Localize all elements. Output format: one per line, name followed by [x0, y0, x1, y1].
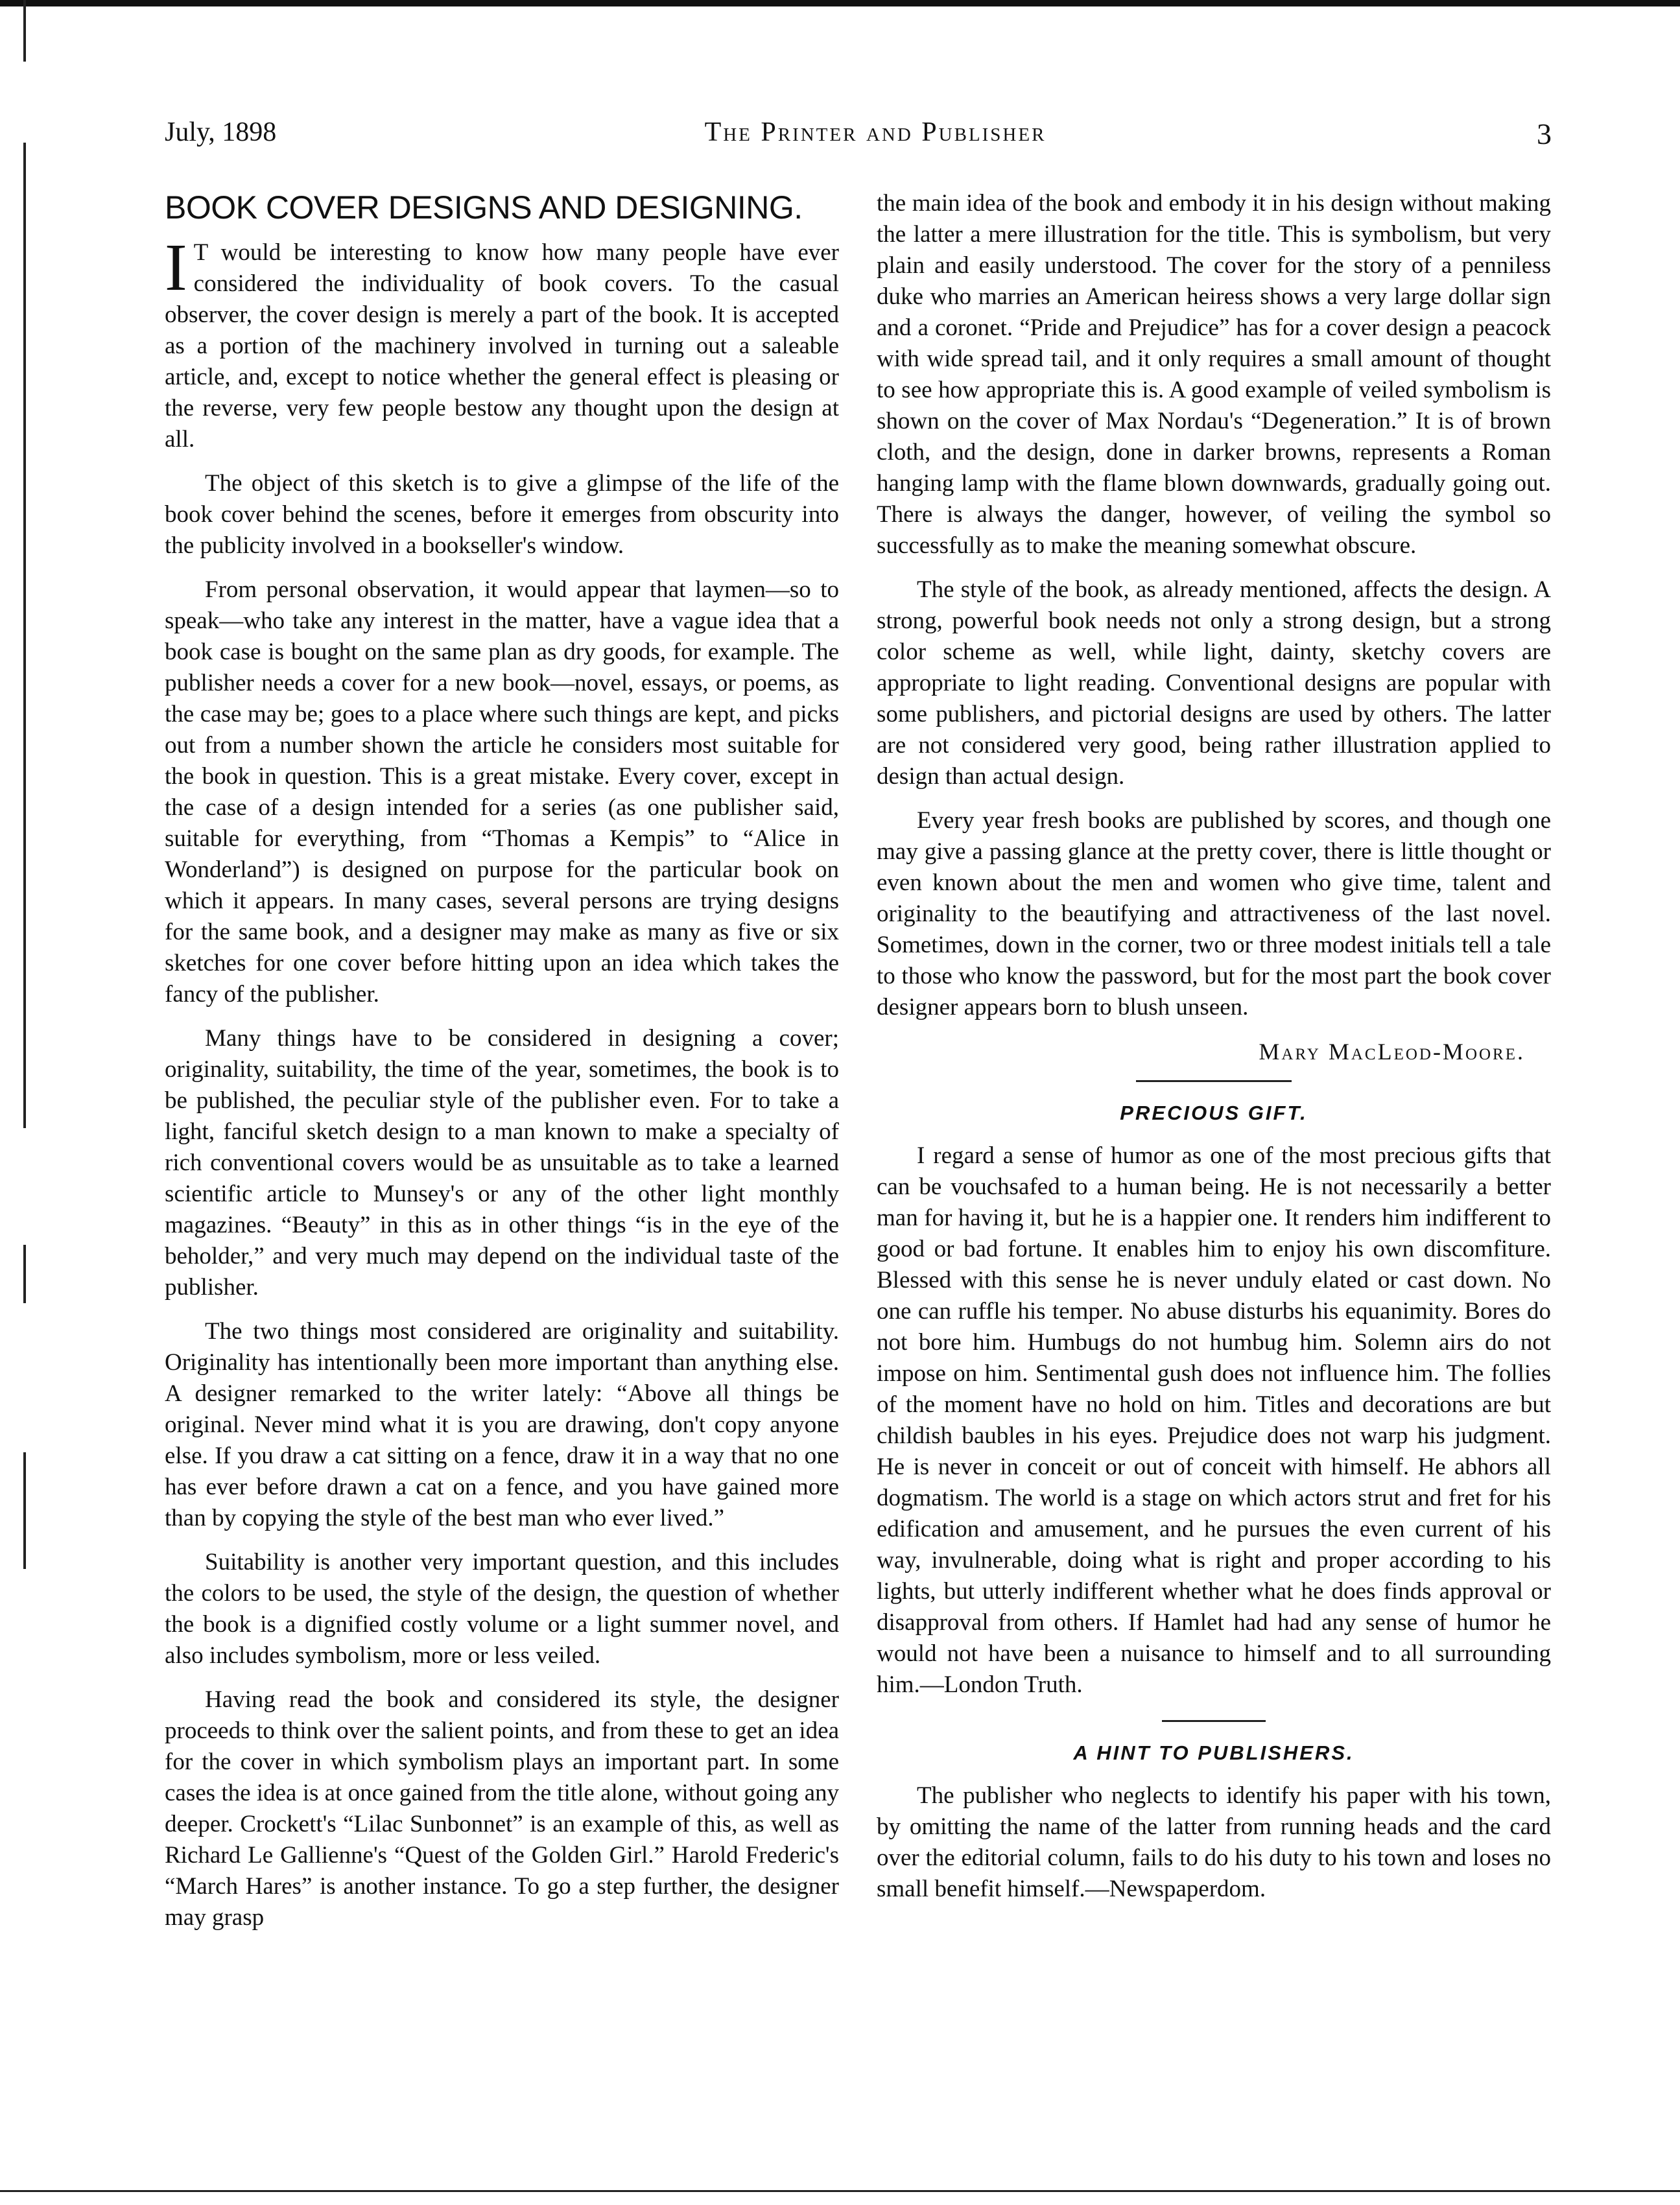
binding-mark [23, 1245, 26, 1303]
bottom-border-rule [0, 2190, 1680, 2192]
section-headline: A HINT TO PUBLISHERS. [1073, 1741, 1355, 1764]
article-headline: BOOK COVER DESIGNS AND DESIGNING. [165, 189, 803, 226]
article-paragraph: Suitability is another very important question, and this includes the colors to be used, the style of the design, the question of whether the book is a dignified costly volume or a light summer novel, and also includes symbolism, more or less veiled. [165, 1549, 839, 1669]
running-head: The Printer and Publisher [704, 117, 1047, 147]
article-paragraph: The two things most considered are originality and suitability. Originality has intentionally been more important than anything else. A designer remarked to the writer lately: “Above all things be original. Never mind what it is you are drawing, don't copy anyone else. If you draw a cat sitting on a fence, draw it in a way that no one has ever before drawn a cat on a fence, and you have gained more than by copying the style of the best man who ever lived.” [165, 1318, 839, 1531]
page-number: 3 [1537, 117, 1552, 150]
top-border-rule [0, 0, 1680, 6]
section-divider [1162, 1720, 1266, 1722]
drop-cap: I [165, 230, 187, 305]
binding-mark [23, 143, 26, 1128]
article-paragraph: I T would be interesting to know how many people have ever considered the individuality of book covers. To the casual observer, the cover design is merely a part of the book. It is accepted as a portion of the machinery involved in turning out a saleable article, and, except to notice whether the general effect is pleasing or the reverse, very few people bestow any thought upon the design at all. [165, 230, 839, 453]
section-paragraph: The publisher who neglects to identify his paper with his town, by omitting the name of the latter from running heads and the card over the editorial column, fails to do his duty to his town and loses no small benefit himself.—Newspaperdom. [877, 1782, 1551, 1902]
article-paragraph: The object of this sketch is to give a glimpse of the life of the book cover behind the scenes, before it emerges from obscurity into the publicity involved in a bookseller's window. [165, 470, 839, 559]
binding-mark [23, 1452, 26, 1569]
article-paragraph: Every year fresh books are published by scores, and though one may give a passing glance at the pretty cover, there is little thought or even known about the men and women who give time, talent and originality to the beautifying and attractiveness of the last novel. Sometimes, down in the corner, two or three modest initials tell a tale to those who know the password, but for the most part the book cover designer appears born to blush unseen. [877, 807, 1551, 1020]
section-paragraph: I regard a sense of humor as one of the most precious gifts that can be vouchsafed to a human being. He is not necessarily a better man for having it, but he is a happier one. It renders him indifferent to good or bad fortune. It enables him to enjoy his own discomfiture. Blessed with this sense he is never unduly elated or cast down. No one can ruffle his temper. No abuse disturbs his equanimity. Bores do not bore him. Humbugs do not humbug him. Solemn airs do not impose on him. Sentimental gush does not influence him. The follies of the moment have no hold on him. Titles and decorations are but childish baubles in his eyes. Prejudice does not warp his judgment. He is never in conceit or out of conceit with himself. He abhors all dogmatism. The world is a stage on which actors strut and fret for his edification and amusement, and he pursues the even current of his way, invulnerable, doing what is right and proper according to his lights, but utterly indifferent whether what he does finds approval or disapproval from others. If Hamlet had had any sense of humor he would not have been a nuisance to himself and to all surrounding him.—London Truth. [877, 1142, 1551, 1698]
article-paragraph: The style of the book, as already mentioned, affects the design. A strong, powerful book needs not only a strong design, but a strong color scheme as well, while light, dainty, sketchy covers are appropriate to light reading. Conventional designs are popular with some publishers, and pictorial designs are used by others. The latter are not considered very good, being rather illustration applied to design than actual design. [877, 576, 1551, 790]
section-divider [1136, 1080, 1292, 1082]
article-paragraph: Having read the book and considered its style, the designer proceeds to think over the salient points, and from these to get an idea for the cover in which symbolism plays an important part. In some cases the idea is at once gained from the title alone, without going any deeper. Crockett's “Lilac Sunbonnet” is an example of this, as well as Richard Le Gallienne's “Quest of the Golden Girl.” Harold Frederic's “March Hares” is another instance. To go a step further, the designer may grasp [165, 1686, 839, 1931]
right-column [877, 188, 1551, 1918]
article-paragraph: the main idea of the book and embody it in his design without making the latter a mere illustration for the title. This is symbolism, but very plain and easily understood. The cover for the story of a penniless duke who marries an American heiress shows a very large dollar sign and a coronet. “Pride and Prejudice” has for a cover design a peacock with wide spread tail, and it only requires a small amount of thought to see how appropriate this is. A good example of veiled symbolism is shown on the cover of Max Nordau's “Degeneration.” It is of brown cloth, and the design, done in darker browns, represents a Roman hanging lamp with the flame blown downwards, gradually going out. There is always the danger, however, of veiling the symbol so successfully as to make the meaning somewhat obscure. [877, 190, 1551, 559]
left-column [165, 188, 839, 1946]
issue-date: July, 1898 [165, 117, 277, 147]
binding-mark [23, 0, 26, 62]
article-paragraph: Many things have to be considered in designing a cover; originality, suitability, the time of the year, sometimes, the book is to be published, the peculiar style of the publisher even. For to take a light, fanciful sketch design to a man known to make a specialty of rich conventional covers would be as unsuitable as to take a learned scientific article to Munsey's or any of the other light monthly magazines. “Beauty” in this as in other things “is in the eye of the beholder,” and very much may depend on the individual taste of the publisher. [165, 1025, 839, 1301]
article-paragraph: From personal observation, it would appear that laymen—so to speak—who take any interest in the matter, have a vague idea that a book case is bought on the same plan as dry goods, for example. The publisher needs a cover for a new book—novel, essays, or poems, as the case may be; goes to a place where such things are kept, and picks out from a number shown the article he considers most suitable for the book in question. This is a great mistake. Every cover, except in the case of a design intended for a series (as one publisher said, suitable for everything, from “Thomas a Kempis” to “Alice in Wonderland”) is designed on purpose for the particular book on which it appears. In many cases, several persons are trying designs for the same book, and a designer may make as many as five or six sketches for one cover before hitting upon an idea which takes the fancy of the publisher. [165, 576, 839, 1008]
section-headline: PRECIOUS GIFT. [1120, 1102, 1308, 1124]
author-signature: Mary MacLeod-Moore. [1259, 1039, 1525, 1065]
